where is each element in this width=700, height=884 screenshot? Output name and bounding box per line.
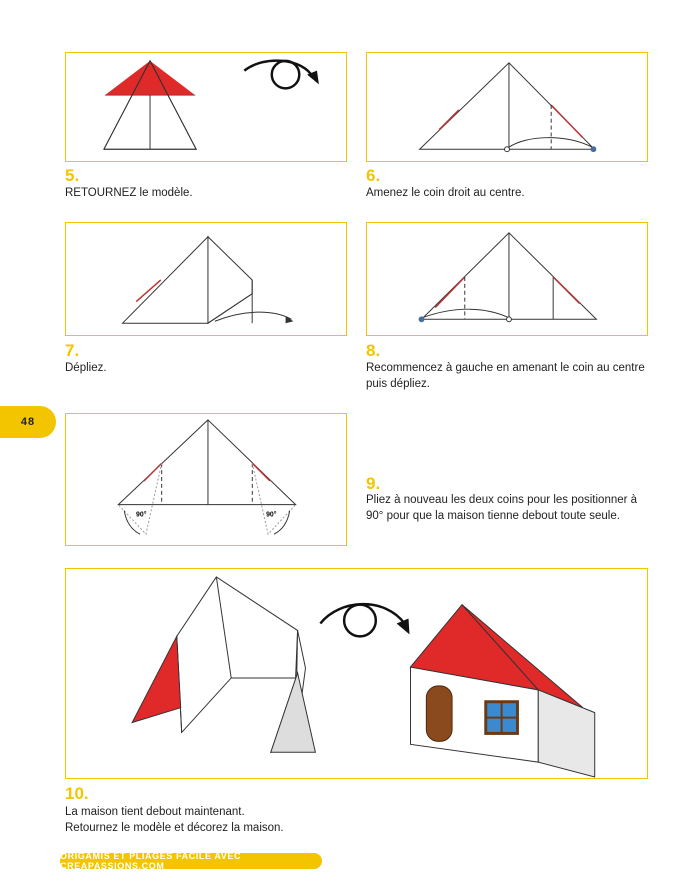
step-6-text: Amenez le coin droit au centre. bbox=[366, 187, 525, 199]
step-5-number: 5. bbox=[65, 166, 80, 185]
step-5-illustration bbox=[65, 52, 347, 162]
footer-banner: ORIGAMIS ET PLIAGES FACILE AVEC CREAPASSIONS.COM bbox=[60, 853, 322, 869]
step-10-text-line-1: La maison tient debout maintenant. bbox=[65, 806, 245, 818]
step-7-text: Dépliez. bbox=[65, 362, 107, 374]
step-5-text: RETOURNEZ le modèle. bbox=[65, 187, 193, 199]
step-6-illustration bbox=[366, 52, 648, 162]
step-10-text-line-2: Retournez le modèle et décorez la maison. bbox=[65, 822, 284, 834]
step-7-number: 7. bbox=[65, 341, 80, 360]
angle-label-left: 90° bbox=[136, 511, 147, 519]
angle-label-right: 90° bbox=[266, 511, 277, 519]
step-9-text: Pliez à nouveau les deux coins pour les positionner à 90° pour que la maison tienne debout toute seule. bbox=[366, 494, 638, 522]
step-8-number: 8. bbox=[366, 341, 381, 360]
step-8-text: Recommencez à gauche en amenant le coin au centre puis dépliez. bbox=[366, 362, 645, 390]
step-8-illustration bbox=[366, 222, 648, 336]
page-number-tab: 48 bbox=[0, 406, 56, 438]
step-9-illustration bbox=[65, 413, 347, 546]
step-10-number: 10. bbox=[65, 784, 89, 803]
step-7-illustration bbox=[65, 222, 347, 336]
step-9-number: 9. bbox=[366, 474, 381, 493]
step-6-number: 6. bbox=[366, 166, 381, 185]
step-10-illustration bbox=[65, 568, 648, 779]
